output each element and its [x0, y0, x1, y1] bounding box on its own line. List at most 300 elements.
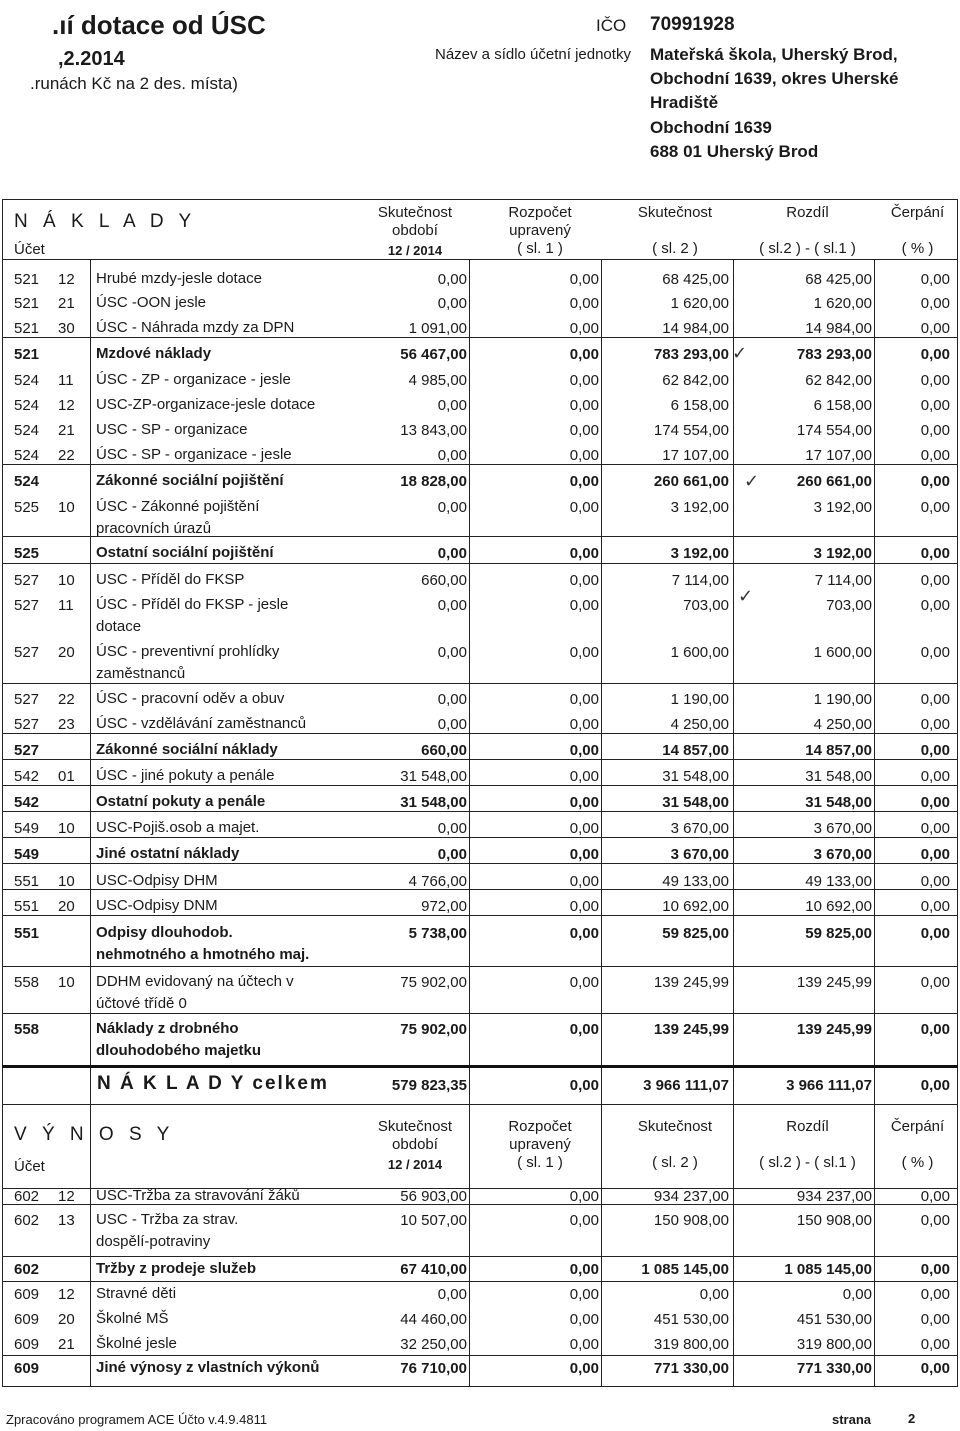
cell-value: 0,00 — [569, 820, 599, 837]
cell-value: 0,00 — [920, 397, 950, 414]
cell-value: 771 330,00 — [796, 1360, 872, 1377]
cell-value: 3 192,00 — [813, 499, 872, 516]
account-number: 527 — [14, 716, 40, 733]
cell-value: 0,00 — [920, 346, 950, 363]
cell-value: 75 902,00 — [400, 974, 467, 991]
column-divider — [733, 259, 734, 1205]
cell-value: 0,00 — [569, 974, 599, 991]
cell-value: 0,00 — [920, 499, 950, 516]
cell-value: 3 192,00 — [670, 545, 729, 562]
cell-value: 0,00 — [437, 295, 467, 312]
cell-value: 660,00 — [421, 742, 467, 759]
cell-value: 14 984,00 — [805, 320, 872, 337]
cell-value: 0,00 — [842, 1286, 872, 1303]
account-description: USC - Tržba za strav. dospělí-potraviny — [96, 1211, 239, 1250]
sub-account-number: 11 — [58, 372, 74, 389]
row-divider — [2, 966, 958, 967]
account-number: 524 — [14, 372, 40, 389]
account-number: 525 — [14, 545, 40, 562]
row-divider — [2, 1281, 958, 1282]
cell-value: 0,00 — [920, 820, 950, 837]
entity-line: Mateřská škola, Uherský Brod, — [650, 45, 898, 64]
cell-value: 0,00 — [569, 1188, 599, 1205]
cell-value: 62 842,00 — [805, 372, 872, 389]
account-description: ÚSC - jiné pokuty a penále — [96, 767, 275, 784]
report-date: ,2.2014 — [58, 48, 125, 70]
cell-value: 0,00 — [920, 1212, 950, 1229]
entity-line: Obchodní 1639, okres Uherské — [650, 69, 899, 89]
cell-value: 0,00 — [437, 691, 467, 708]
cell-value: 0,00 — [569, 422, 599, 439]
account-description: Jiné výnosy z vlastních výkonů — [96, 1359, 320, 1376]
cell-value: 319 800,00 — [653, 1336, 729, 1353]
cell-value: 703,00 — [826, 597, 872, 614]
footer-program: Zpracováno programem ACE Účto v.4.9.4811 — [6, 1412, 268, 1427]
ico-label: IČO — [596, 16, 627, 35]
column-header-budget: Rozpočet upravený ( sl. 1 ) — [508, 204, 572, 257]
cell-value: 59 825,00 — [662, 925, 729, 942]
column-divider — [601, 1188, 602, 1387]
cell-value: 1 091,00 — [408, 320, 467, 337]
cell-value: 260 661,00 — [796, 473, 872, 490]
sub-account-number: 12 — [58, 397, 75, 414]
cell-value: 0,00 — [920, 1336, 950, 1353]
account-number: 549 — [14, 820, 40, 837]
ico-value: 70991928 — [650, 14, 735, 35]
entity-line: Obchodní 1639 — [650, 117, 772, 137]
cell-value: 4 985,00 — [408, 372, 467, 389]
total-value: 3 966 111,07 — [786, 1077, 872, 1094]
entity-address — [650, 43, 899, 164]
account-number: 609 — [14, 1311, 40, 1328]
cell-value: 0,00 — [569, 925, 599, 942]
account-number: 521 — [14, 346, 40, 363]
cell-value: 0,00 — [920, 447, 950, 464]
section-label: N Á K L A D Y — [14, 211, 197, 232]
cell-value: 260 661,00 — [653, 473, 729, 490]
cell-value: 13 843,00 — [400, 422, 467, 439]
cell-value: 0,00 — [920, 644, 950, 661]
row-divider — [2, 1256, 958, 1257]
account-number: 524 — [14, 397, 40, 414]
sub-account-number: 12 — [58, 1286, 75, 1303]
account-number: 609 — [14, 1360, 40, 1377]
sub-account-number: 10 — [58, 974, 75, 991]
cell-value: 44 460,00 — [400, 1311, 467, 1328]
column-header-difference: Rozdíl ( sl.2 ) - ( sl.1 ) — [759, 204, 856, 257]
account-description: ÚSC -OON jesle — [96, 294, 207, 311]
sub-account-number: 20 — [58, 1311, 75, 1328]
sub-account-number: 10 — [58, 820, 75, 837]
cell-value: 7 114,00 — [814, 572, 872, 589]
column-header-actual: Skutečnost ( sl. 2 ) — [637, 204, 713, 257]
cell-value: 0,00 — [437, 644, 467, 661]
account-description: DDHM evidovaný na účtech v účtové třídě 0 — [96, 973, 294, 1012]
cell-value: 0,00 — [920, 1311, 950, 1328]
cell-value: 0,00 — [920, 716, 950, 733]
account-number: 558 — [14, 1021, 40, 1038]
account-header: Účet — [14, 241, 45, 258]
cell-value: 0,00 — [920, 873, 950, 890]
cell-value: 0,00 — [569, 898, 599, 915]
account-description: Náklady z drobného dlouhodobého majetku — [96, 1020, 261, 1059]
account-description: Hrubé mzdy-jesle dotace — [96, 270, 262, 287]
account-number: 609 — [14, 1336, 40, 1353]
cell-value: 0,00 — [437, 499, 467, 516]
costs-total-label: N Á K L A D Y celkem — [97, 1073, 329, 1094]
cell-value: 0,00 — [437, 820, 467, 837]
cell-value: 0,00 — [569, 691, 599, 708]
account-description: ÚSC - SP - organizace - jesle — [96, 446, 292, 463]
account-description: ÚSC - ZP - organizace - jesle — [96, 371, 291, 388]
cell-value: 451 530,00 — [796, 1311, 872, 1328]
cell-value: 0,00 — [569, 473, 599, 490]
footer-page-label: strana — [832, 1412, 872, 1427]
cell-value: 934 237,00 — [796, 1188, 872, 1205]
sub-account-number: 21 — [58, 1336, 75, 1353]
cell-value: 0,00 — [569, 846, 599, 863]
sub-account-number: 10 — [58, 499, 75, 516]
cell-value: 0,00 — [569, 572, 599, 589]
account-description: USC-Tržba za stravování žáků — [96, 1187, 300, 1204]
cell-value: 0,00 — [569, 873, 599, 890]
cell-value: 0,00 — [437, 271, 467, 288]
cell-value: 0,00 — [569, 1360, 599, 1377]
cell-value: 972,00 — [421, 898, 467, 915]
column-header-actual: Skutečnost ( sl. 2 ) — [637, 1118, 713, 1171]
account-number: 525 — [14, 499, 40, 516]
account-description: USC-Odpisy DNM — [96, 897, 218, 914]
cell-value: 1 190,00 — [813, 691, 872, 708]
cell-value: 0,00 — [437, 545, 467, 562]
cell-value: 0,00 — [920, 545, 950, 562]
cell-value: 0,00 — [569, 742, 599, 759]
cell-value: 68 425,00 — [805, 271, 872, 288]
column-header-actual-period: Skutečnost období 12 / 2014 — [377, 204, 453, 258]
cell-value: 31 548,00 — [805, 768, 872, 785]
cell-value: 18 828,00 — [400, 473, 467, 490]
account-description: Školné jesle — [96, 1335, 177, 1352]
cell-value: 0,00 — [920, 742, 950, 759]
cell-value: 0,00 — [569, 499, 599, 516]
cell-value: 10 692,00 — [805, 898, 872, 915]
cell-value: 0,00 — [569, 1021, 599, 1038]
cell-value: 1 190,00 — [670, 691, 729, 708]
cell-value: 1 600,00 — [670, 644, 729, 661]
cell-value: 75 902,00 — [400, 1021, 467, 1038]
account-description: Ostatní sociální pojištění — [96, 544, 274, 561]
account-description: Tržby z prodeje služeb — [96, 1260, 257, 1277]
cell-value: 0,00 — [920, 320, 950, 337]
cell-value: 10 692,00 — [662, 898, 729, 915]
sub-account-number: 11 — [58, 597, 74, 614]
cell-value: 68 425,00 — [662, 271, 729, 288]
cell-value: 31 548,00 — [662, 768, 729, 785]
account-description: ÚSC - vzdělávání zaměstnanců — [96, 715, 307, 732]
cell-value: 139 245,99 — [796, 1021, 872, 1038]
cell-value: 6 158,00 — [813, 397, 872, 414]
account-description: Školné MŠ — [96, 1310, 169, 1327]
account-number: 527 — [14, 742, 40, 759]
cell-value: 4 250,00 — [670, 716, 729, 733]
sub-account-number: 21 — [58, 295, 75, 312]
account-description: Jiné ostatní náklady — [96, 845, 240, 862]
sub-account-number: 30 — [58, 320, 75, 337]
cell-value: 0,00 — [569, 1286, 599, 1303]
cell-value: 783 293,00 — [796, 346, 872, 363]
account-number: 527 — [14, 597, 40, 614]
cell-value: 0,00 — [569, 545, 599, 562]
cell-value: 139 245,99 — [796, 974, 872, 991]
account-description: Zákonné sociální náklady — [96, 741, 278, 758]
cell-value: 76 710,00 — [400, 1360, 467, 1377]
cell-value: 174 554,00 — [796, 422, 872, 439]
sub-account-number: 12 — [58, 1188, 75, 1205]
account-number: 542 — [14, 794, 40, 811]
account-number: 558 — [14, 974, 40, 991]
cell-value: 0,00 — [437, 1286, 467, 1303]
account-description: ÚSC - preventivní prohlídky zaměstnanců — [96, 643, 280, 682]
cell-value: 660,00 — [421, 572, 467, 589]
cell-value: 150 908,00 — [796, 1212, 872, 1229]
cell-value: 139 245,99 — [653, 974, 729, 991]
cell-value: 14 857,00 — [662, 742, 729, 759]
account-number: 521 — [14, 271, 40, 288]
account-description: ÚSC - Náhrada mzdy za DPN — [96, 319, 295, 336]
cell-value: 0,00 — [569, 1311, 599, 1328]
total-value: 3 966 111,07 — [643, 1077, 729, 1094]
account-number: 609 — [14, 1286, 40, 1303]
account-number: 521 — [14, 295, 40, 312]
account-number: 551 — [14, 898, 40, 915]
cell-value: 1 085 145,00 — [641, 1261, 729, 1278]
column-divider — [874, 1188, 875, 1387]
sub-account-number: 12 — [58, 271, 75, 288]
account-number: 527 — [14, 572, 40, 589]
account-number: 602 — [14, 1261, 40, 1278]
cell-value: 3 192,00 — [670, 499, 729, 516]
check-mark-icon: ✓ — [732, 343, 748, 364]
cell-value: 0,00 — [569, 716, 599, 733]
cell-value: 0,00 — [920, 1286, 950, 1303]
cell-value: 7 114,00 — [671, 572, 729, 589]
cell-value: 174 554,00 — [653, 422, 729, 439]
account-description: Zákonné sociální pojištění — [96, 472, 284, 489]
cell-value: 0,00 — [920, 925, 950, 942]
total-value: 0,00 — [569, 1077, 599, 1094]
vynosy-table — [0, 1104, 960, 1387]
cell-value: 0,00 — [920, 572, 950, 589]
account-number: 524 — [14, 473, 40, 490]
cell-value: 0,00 — [699, 1286, 729, 1303]
account-number: 602 — [14, 1188, 40, 1205]
check-mark-icon: ✓ — [744, 471, 760, 492]
cell-value: 0,00 — [920, 597, 950, 614]
cell-value: 3 670,00 — [813, 846, 872, 863]
cell-value: 0,00 — [569, 768, 599, 785]
column-header-difference: Rozdíl ( sl.2 ) - ( sl.1 ) — [759, 1118, 856, 1171]
cell-value: 0,00 — [437, 597, 467, 614]
account-description: Stravné děti — [96, 1285, 177, 1302]
column-divider — [874, 259, 875, 1205]
cell-value: 0,00 — [569, 346, 599, 363]
cell-value: 0,00 — [920, 974, 950, 991]
cell-value: 4 250,00 — [813, 716, 872, 733]
cell-value: 56 467,00 — [400, 346, 467, 363]
cell-value: 0,00 — [920, 1021, 950, 1038]
account-description: USC-Odpisy DHM — [96, 872, 218, 889]
cell-value: 0,00 — [437, 447, 467, 464]
column-divider — [601, 259, 602, 1205]
sub-account-number: 21 — [58, 422, 75, 439]
account-description: USC - Příděl do FKSP — [96, 571, 245, 588]
total-value: 0,00 — [920, 1077, 950, 1094]
total-value: 579 823,35 — [391, 1077, 467, 1094]
cell-value: 0,00 — [920, 768, 950, 785]
sub-account-number: 20 — [58, 644, 75, 661]
cell-value: 31 548,00 — [400, 768, 467, 785]
account-number: 551 — [14, 925, 40, 942]
account-number: 542 — [14, 768, 40, 785]
cell-value: 62 842,00 — [662, 372, 729, 389]
row-divider — [2, 1065, 958, 1068]
cell-value: 0,00 — [920, 846, 950, 863]
cell-value: 1 620,00 — [813, 295, 872, 312]
cell-value: 4 766,00 — [408, 873, 467, 890]
sub-account-number: 22 — [58, 691, 75, 708]
cell-value: 934 237,00 — [653, 1188, 729, 1205]
account-number: 527 — [14, 691, 40, 708]
cell-value: 0,00 — [569, 597, 599, 614]
account-number: 602 — [14, 1212, 40, 1229]
account-number: 521 — [14, 320, 40, 337]
cell-value: 10 507,00 — [400, 1212, 467, 1229]
cell-value: 0,00 — [437, 397, 467, 414]
sub-account-number: 20 — [58, 898, 75, 915]
account-number: 524 — [14, 447, 40, 464]
entity-line: Hradiště — [650, 93, 719, 113]
sub-account-number: 22 — [58, 447, 75, 464]
sub-account-number: 10 — [58, 873, 75, 890]
cell-value: 17 107,00 — [805, 447, 872, 464]
cell-value: 0,00 — [569, 271, 599, 288]
sub-account-number: 01 — [58, 768, 75, 785]
cell-value: 0,00 — [920, 794, 950, 811]
entity-name-label: Název a sídlo účetní jednotky — [435, 46, 631, 63]
cell-value: 1 085 145,00 — [784, 1261, 872, 1278]
cell-value: 0,00 — [920, 473, 950, 490]
cell-value: 0,00 — [569, 295, 599, 312]
cell-value: 319 800,00 — [796, 1336, 872, 1353]
column-header-drawdown: Čerpání ( % ) — [890, 204, 945, 257]
cell-value: 0,00 — [569, 644, 599, 661]
cell-value: 59 825,00 — [805, 925, 872, 942]
footer-page-number: 2 — [908, 1411, 916, 1426]
cell-value: 6 158,00 — [670, 397, 729, 414]
cell-value: 31 548,00 — [400, 794, 467, 811]
cell-value: 0,00 — [920, 422, 950, 439]
cell-value: 3 670,00 — [670, 846, 729, 863]
cell-value: 14 857,00 — [805, 742, 872, 759]
cell-value: 0,00 — [920, 1188, 950, 1205]
account-number: 551 — [14, 873, 40, 890]
cell-value: 150 908,00 — [653, 1212, 729, 1229]
cell-value: 0,00 — [569, 372, 599, 389]
account-description: ÚSC - Příděl do FKSP - jesle dotace — [96, 596, 289, 635]
cell-value: 17 107,00 — [662, 447, 729, 464]
row-divider — [2, 259, 958, 260]
account-description: Ostatní pokuty a penále — [96, 793, 266, 810]
cell-value: 0,00 — [569, 1261, 599, 1278]
cell-value: 32 250,00 — [400, 1336, 467, 1353]
cell-value: 0,00 — [920, 898, 950, 915]
account-description: USC-Pojiš.osob a majet. — [96, 819, 260, 836]
cell-value: 67 410,00 — [400, 1261, 467, 1278]
section-label: V Ý N O S Y — [14, 1124, 175, 1145]
sub-account-number: 23 — [58, 716, 75, 733]
account-description: ÚSC - pracovní oděv a obuv — [96, 690, 285, 707]
column-divider — [90, 259, 91, 1205]
cell-value: 451 530,00 — [653, 1311, 729, 1328]
cell-value: 0,00 — [920, 271, 950, 288]
cell-value: 0,00 — [569, 320, 599, 337]
cell-value: 5 738,00 — [408, 925, 467, 942]
cell-value: 0,00 — [920, 372, 950, 389]
cell-value: 14 984,00 — [662, 320, 729, 337]
cell-value: 0,00 — [920, 295, 950, 312]
column-header-budget: Rozpočet upravený ( sl. 1 ) — [508, 1118, 572, 1171]
cell-value: 0,00 — [569, 447, 599, 464]
cell-value: 783 293,00 — [653, 346, 729, 363]
cell-value: 1 600,00 — [813, 644, 872, 661]
account-description: Mzdové náklady — [96, 345, 212, 362]
account-description: USC - SP - organizace — [96, 421, 248, 438]
cell-value: 1 620,00 — [670, 295, 729, 312]
cell-value: 771 330,00 — [653, 1360, 729, 1377]
cell-value: 49 133,00 — [805, 873, 872, 890]
column-divider — [733, 1188, 734, 1387]
cell-value: 3 192,00 — [813, 545, 872, 562]
column-divider — [90, 1188, 91, 1387]
sub-account-number: 13 — [58, 1212, 75, 1229]
cell-value: 56 903,00 — [400, 1188, 467, 1205]
cell-value: 0,00 — [569, 397, 599, 414]
cell-value: 0,00 — [569, 1336, 599, 1353]
column-header-drawdown: Čerpání ( % ) — [890, 1118, 945, 1171]
cell-value: 0,00 — [920, 691, 950, 708]
sub-account-number: 10 — [58, 572, 75, 589]
cell-value: 0,00 — [437, 716, 467, 733]
account-description: USC-ZP-organizace-jesle dotace — [96, 396, 316, 413]
cell-value: 31 548,00 — [805, 794, 872, 811]
cell-value: 3 670,00 — [813, 820, 872, 837]
account-number: 549 — [14, 846, 40, 863]
account-description: Odpisy dlouhodob. nehmotného a hmotného maj. — [96, 924, 310, 963]
cell-value: 0,00 — [920, 1360, 950, 1377]
cell-value: 703,00 — [683, 597, 729, 614]
check-mark-icon: ✓ — [738, 586, 754, 607]
cell-value: 49 133,00 — [662, 873, 729, 890]
cell-value: 0,00 — [569, 794, 599, 811]
entity-line: 688 01 Uherský Brod — [650, 141, 819, 161]
cell-value: 31 548,00 — [662, 794, 729, 811]
column-header-actual-period: Skutečnost období 12 / 2014 — [377, 1118, 453, 1172]
account-number: 524 — [14, 422, 40, 439]
row-divider — [2, 1355, 958, 1356]
column-divider — [469, 1188, 470, 1387]
report-units: .runách Kč na 2 des. místa) — [30, 74, 238, 93]
account-description: ÚSC - Zákonné pojištění pracovních úrazů — [96, 498, 260, 537]
